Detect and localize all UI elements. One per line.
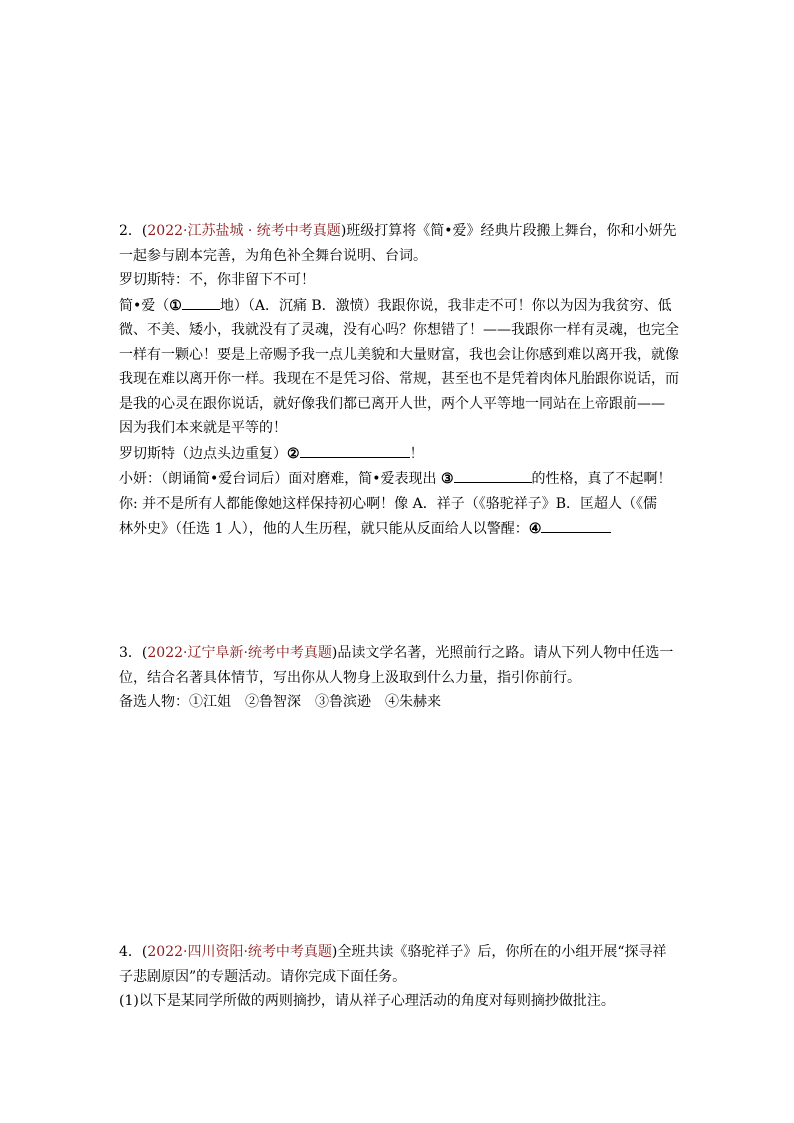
q3-line-1-text: 品读文学名著，光照前行之路。请从下列人物中任选一 <box>337 645 674 661</box>
q2-line-11 <box>119 466 679 492</box>
q3-line-3: 备选人物：①江姐 ②鲁智深 ③鲁滨逊 ④朱赫来 <box>119 694 441 710</box>
q2-line-6: 一样有一颗心！要是上帝赐予我一点儿美貌和大量财富，我也会让你感到难以离开我，就像 <box>119 346 679 363</box>
q2-line-4-a: 简•爱（ <box>119 297 170 314</box>
question-2 <box>119 219 679 542</box>
q3-line-1 <box>119 641 679 666</box>
blank-2[interactable] <box>300 441 410 458</box>
q4-source: 2022·四川资阳·统考中考真题 <box>147 944 332 960</box>
blank-4[interactable] <box>541 516 611 533</box>
q3-line-2: 位，结合名著具体情节，写出你从人物身上汲取到什么力量，指引你前行。 <box>119 669 581 686</box>
q2-line-13-a: 林外史》（任选 1 人），他的人生历程，就只能从反面给人以警醒： <box>119 521 529 537</box>
q4-line-2: 子悲剧原因”的专题活动。请你完成下面任务。 <box>119 968 407 985</box>
q2-line-10 <box>119 441 679 467</box>
q3-paren: ) <box>331 645 338 661</box>
q2-line-7: 我现在难以离开你一样。我现在不是凭习俗、常规，甚至也不是凭着肉体凡胎跟你说话，而 <box>119 371 679 387</box>
q2-line-5: 微、不美、矮小，我就没有了灵魂，没有心吗？你想错了！——我跟你一样有灵魂，也完全 <box>119 322 679 338</box>
q2-line-12: 你: 并不是所有人都能像她这样保持初心啊！像 A．祥子（《骆驼祥子》B．匡超人（《儒 <box>119 495 658 512</box>
q2-source: 2022·江苏盐城 · 统考中考真题 <box>147 223 341 239</box>
q2-line-10-b: ！ <box>409 445 424 462</box>
q4-line-1-text: 全班共读《骆驼祥子》后，你所在的小组开展“探寻祥 <box>337 944 667 960</box>
blank-2-marker: ② <box>287 445 300 462</box>
q4-number: 4．( <box>119 944 148 960</box>
blank-3-marker: ③ <box>440 471 454 487</box>
blank-1-marker: ① <box>169 297 182 314</box>
blank-1[interactable] <box>182 293 220 310</box>
blank-3[interactable] <box>454 466 532 483</box>
q2-line-3: 罗切斯特：不，你非留下不可！ <box>119 272 315 288</box>
q2-number: 2．( <box>119 223 148 239</box>
q4-paren: ) <box>331 944 338 960</box>
q2-line-1-text: 班级打算将《简•爱》经典片段搬上舞台，你和小妍先 <box>346 223 677 239</box>
q2-line-1 <box>119 219 679 244</box>
question-3 <box>119 641 679 715</box>
q2-paren: ) <box>340 223 347 239</box>
q2-line-11-b: 的性格，真了不起啊！ <box>531 471 672 487</box>
q2-line-13 <box>119 516 679 542</box>
question-4 <box>119 940 679 1014</box>
q2-line-9: 因为我们本来就是平等的！ <box>119 420 287 436</box>
q3-number: 3．( <box>119 645 148 661</box>
q4-line-1 <box>119 940 679 965</box>
q2-line-4-b: 地）（A．沉痛 B．激愤）我跟你说，我非走不可！你以为因为我贫穷、低 <box>219 297 672 314</box>
blank-4-marker: ④ <box>528 521 542 537</box>
q2-line-2: 一起参与剧本完善，为角色补全舞台说明、台词。 <box>119 247 427 264</box>
q2-line-8: 是我的心灵在跟你说话，就好像我们都已离开人世，两个人平等地一同站在上帝跟前—— <box>119 395 665 412</box>
q2-line-4 <box>119 293 679 319</box>
q4-line-3: (1)以下是某同学所做的两则摘抄，请从祥子心理活动的角度对每则摘抄做批注。 <box>119 993 615 1009</box>
q3-source: 2022·辽宁阜新·统考中考真题 <box>147 645 332 661</box>
q2-line-11-a: 小妍：（朗诵简•爱台词后）面对磨难，简•爱表现出 <box>119 471 437 487</box>
q2-line-10-a: 罗切斯特（边点头边重复） <box>119 445 287 462</box>
